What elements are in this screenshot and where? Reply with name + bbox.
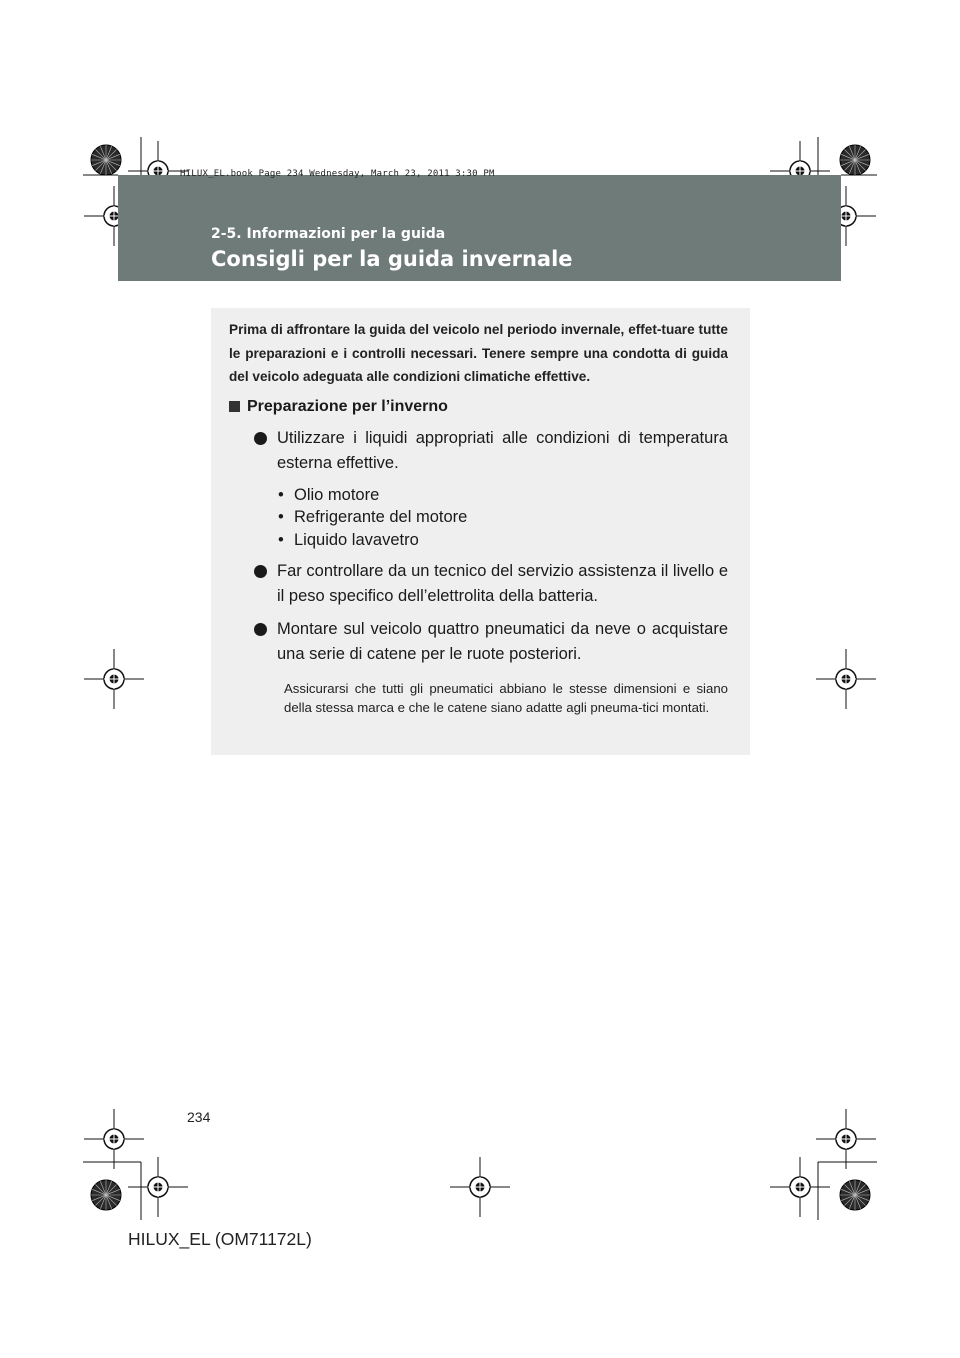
list-item [278,529,728,552]
page-title: Consigli per la guida invernale [211,247,573,271]
bullet-text: Utilizzare i liquidi appropriati alle condizioni di temperatura esterna effettive. [277,428,728,472]
print-stamp: HILUX_EL.book Page 234 Wednesday, March 23, 2011 3:30 PM [180,169,495,179]
list-item-text: Olio motore [294,485,380,504]
bullet-item [254,617,728,667]
list-marker: • [278,508,284,526]
bullet-text: Montare sul veicolo quattro pneumatici da neve o acquistare una serie di catene per le ruote posteriori. [277,620,728,663]
subheading [229,396,728,418]
bullet-item [254,559,728,609]
bullet-text: Far controllare da un tecnico del servizio assistenza il livello e il peso specifico dell’elettrolita della batteria. [277,562,728,605]
bullet-item [254,426,728,476]
intro-paragraph: Prima di affrontare la guida del veicolo nel periodo invernale, effet-tuare tutte le preparazioni e i controlli necessari. Tenere sempre una condotta di guida del veicolo adeguata alle condizioni climatiche effettive. [229,322,728,384]
section-label: 2-5. Informazioni per la guida [211,226,446,242]
list-marker: • [278,485,284,504]
square-bullet-icon [229,401,240,412]
round-bullet-icon [254,623,267,636]
note-text: Assicurarsi che tutti gli pneumatici abbiano le stesse dimensioni e siano della stessa marca e che le catene siano adatte agli pneuma-tici montati. [284,681,728,716]
document-code: HILUX_EL (OM71172L) [128,1229,312,1249]
list-item-text: Refrigerante del motore [294,508,468,526]
subheading-text: Preparazione per l’inverno [247,397,448,415]
content-box [211,308,750,755]
round-bullet-icon [254,432,267,445]
list-item [278,506,728,529]
list-item-text: Liquido lavavetro [294,530,419,549]
round-bullet-icon [254,565,267,578]
list-item [278,484,728,507]
page-number: 234 [187,1109,211,1125]
fluids-list [278,484,728,552]
list-marker: • [278,530,284,549]
